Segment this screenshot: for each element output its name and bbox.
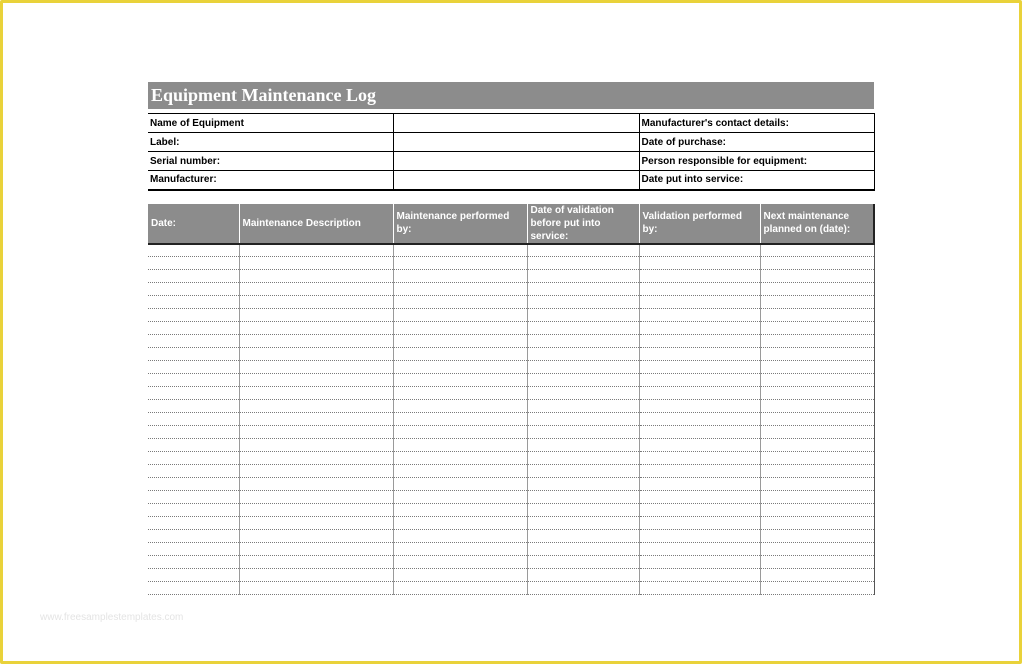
log-cell[interactable] [148, 491, 239, 504]
log-cell[interactable] [148, 361, 239, 374]
info-row [148, 152, 874, 171]
log-cell[interactable] [527, 374, 639, 387]
log-cell[interactable] [639, 439, 760, 452]
log-cell[interactable] [527, 582, 639, 595]
log-cell[interactable] [393, 582, 527, 595]
log-row [148, 478, 874, 491]
column-header-validation-date: Date of validation before put into service: [527, 204, 639, 244]
info-label: Label: [148, 133, 393, 152]
log-cell[interactable] [148, 530, 239, 543]
log-cell[interactable] [239, 439, 393, 452]
log-cell[interactable] [393, 426, 527, 439]
log-cell[interactable] [527, 335, 639, 348]
info-label: Name of Equipment [148, 114, 393, 133]
log-row [148, 530, 874, 543]
log-cell[interactable] [639, 387, 760, 400]
log-cell[interactable] [239, 504, 393, 517]
log-row [148, 491, 874, 504]
log-cell[interactable] [760, 530, 874, 543]
log-cell[interactable] [148, 439, 239, 452]
log-cell[interactable] [760, 309, 874, 322]
log-cell[interactable] [393, 517, 527, 530]
log-cell[interactable] [393, 556, 527, 569]
log-cell[interactable] [148, 543, 239, 556]
log-cell[interactable] [393, 322, 527, 335]
log-cell[interactable] [639, 569, 760, 582]
log-cell[interactable] [639, 426, 760, 439]
log-cell[interactable] [393, 283, 527, 296]
log-cell[interactable] [639, 504, 760, 517]
maintenance-log-sheet [148, 82, 874, 595]
log-cell[interactable] [639, 400, 760, 413]
log-cell[interactable] [527, 478, 639, 491]
log-cell[interactable] [393, 348, 527, 361]
log-row [148, 270, 874, 283]
log-row [148, 361, 874, 374]
log-row [148, 400, 874, 413]
log-header-row [148, 204, 874, 244]
log-cell[interactable] [760, 348, 874, 361]
log-cell[interactable] [148, 309, 239, 322]
log-cell[interactable] [148, 348, 239, 361]
log-cell[interactable] [527, 569, 639, 582]
log-row [148, 387, 874, 400]
log-cell[interactable] [639, 335, 760, 348]
log-cell[interactable] [393, 478, 527, 491]
log-cell[interactable] [239, 530, 393, 543]
maintenance-log-table [148, 204, 875, 596]
info-value-cell[interactable] [393, 171, 639, 190]
log-cell[interactable] [639, 478, 760, 491]
log-cell[interactable] [760, 270, 874, 283]
log-cell[interactable] [639, 270, 760, 283]
log-cell[interactable] [760, 387, 874, 400]
log-cell[interactable] [239, 257, 393, 270]
log-row [148, 582, 874, 595]
log-cell[interactable] [239, 569, 393, 582]
log-cell[interactable] [393, 400, 527, 413]
log-cell[interactable] [527, 426, 639, 439]
log-cell[interactable] [639, 530, 760, 543]
log-cell[interactable] [760, 543, 874, 556]
column-header-next-maintenance: Next maintenance planned on (date): [760, 204, 874, 244]
log-row [148, 244, 874, 257]
log-cell[interactable] [527, 491, 639, 504]
info-row [148, 171, 874, 190]
log-cell[interactable] [239, 543, 393, 556]
log-cell[interactable] [760, 504, 874, 517]
log-cell[interactable] [760, 426, 874, 439]
log-cell[interactable] [639, 491, 760, 504]
log-cell[interactable] [239, 348, 393, 361]
log-cell[interactable] [527, 413, 639, 426]
log-cell[interactable] [527, 543, 639, 556]
log-row [148, 452, 874, 465]
info-row [148, 133, 874, 152]
log-cell[interactable] [393, 296, 527, 309]
log-cell[interactable] [639, 309, 760, 322]
log-cell[interactable] [527, 309, 639, 322]
log-cell[interactable] [148, 426, 239, 439]
log-cell[interactable] [527, 504, 639, 517]
log-cell[interactable] [639, 543, 760, 556]
column-header-performed-by: Maintenance performed by: [393, 204, 527, 244]
log-cell[interactable] [148, 387, 239, 400]
log-cell[interactable] [239, 361, 393, 374]
log-cell[interactable] [760, 322, 874, 335]
log-cell[interactable] [760, 413, 874, 426]
log-cell[interactable] [148, 465, 239, 478]
log-cell[interactable] [148, 517, 239, 530]
log-row [148, 283, 874, 296]
log-row [148, 569, 874, 582]
log-cell[interactable] [239, 244, 393, 257]
log-cell[interactable] [639, 244, 760, 257]
log-cell[interactable] [639, 296, 760, 309]
log-cell[interactable] [393, 452, 527, 465]
log-cell[interactable] [527, 556, 639, 569]
log-cell[interactable] [148, 374, 239, 387]
column-header-validation-by: Validation performed by: [639, 204, 760, 244]
log-cell[interactable] [760, 296, 874, 309]
log-cell[interactable] [760, 361, 874, 374]
log-cell[interactable] [239, 413, 393, 426]
log-cell[interactable] [239, 270, 393, 283]
log-cell[interactable] [393, 543, 527, 556]
log-cell[interactable] [639, 257, 760, 270]
column-header-date: Date: [148, 204, 239, 244]
log-cell[interactable] [393, 244, 527, 257]
log-cell[interactable] [239, 283, 393, 296]
log-row [148, 439, 874, 452]
log-row [148, 374, 874, 387]
log-cell[interactable] [148, 244, 239, 257]
log-cell[interactable] [239, 491, 393, 504]
info-label: Serial number: [148, 152, 393, 171]
log-cell[interactable] [148, 400, 239, 413]
log-cell[interactable] [393, 335, 527, 348]
watermark: www.freesamplestemplates.com [40, 612, 184, 623]
log-cell[interactable] [393, 530, 527, 543]
log-cell[interactable] [393, 504, 527, 517]
log-row [148, 348, 874, 361]
log-cell[interactable] [148, 556, 239, 569]
log-cell[interactable] [639, 556, 760, 569]
log-body [148, 244, 874, 595]
info-label-right: Date of purchase: [639, 133, 874, 152]
log-cell[interactable] [239, 309, 393, 322]
log-cell[interactable] [148, 283, 239, 296]
log-row [148, 296, 874, 309]
log-cell[interactable] [760, 452, 874, 465]
column-header-description: Maintenance Description [239, 204, 393, 244]
info-value-cell[interactable] [393, 152, 639, 171]
log-cell[interactable] [527, 296, 639, 309]
log-cell[interactable] [527, 439, 639, 452]
log-cell[interactable] [639, 361, 760, 374]
log-cell[interactable] [527, 465, 639, 478]
log-row [148, 504, 874, 517]
log-cell[interactable] [760, 569, 874, 582]
log-cell[interactable] [239, 452, 393, 465]
log-cell[interactable] [760, 374, 874, 387]
log-cell[interactable] [639, 465, 760, 478]
log-row [148, 517, 874, 530]
log-cell[interactable] [639, 517, 760, 530]
log-row [148, 465, 874, 478]
info-label-right: Person responsible for equipment: [639, 152, 874, 171]
log-cell[interactable] [148, 569, 239, 582]
log-cell[interactable] [393, 491, 527, 504]
log-cell[interactable] [393, 257, 527, 270]
info-label-right: Date put into service: [639, 171, 874, 190]
log-cell[interactable] [239, 387, 393, 400]
log-cell[interactable] [148, 452, 239, 465]
log-cell[interactable] [393, 569, 527, 582]
log-cell[interactable] [239, 322, 393, 335]
info-label: Manufacturer: [148, 171, 393, 190]
log-cell[interactable] [148, 257, 239, 270]
log-cell[interactable] [148, 582, 239, 595]
log-cell[interactable] [760, 491, 874, 504]
page-title: Equipment Maintenance Log [148, 82, 874, 109]
log-cell[interactable] [527, 270, 639, 283]
log-cell[interactable] [639, 322, 760, 335]
log-cell[interactable] [239, 296, 393, 309]
log-cell[interactable] [760, 257, 874, 270]
log-cell[interactable] [527, 283, 639, 296]
log-cell[interactable] [393, 270, 527, 283]
log-row [148, 257, 874, 270]
equipment-info-table [148, 113, 875, 191]
log-cell[interactable] [239, 556, 393, 569]
log-row [148, 543, 874, 556]
log-cell[interactable] [760, 556, 874, 569]
log-cell[interactable] [527, 517, 639, 530]
log-row [148, 413, 874, 426]
log-row [148, 335, 874, 348]
log-cell[interactable] [760, 478, 874, 491]
log-cell[interactable] [639, 582, 760, 595]
log-cell[interactable] [148, 413, 239, 426]
log-row [148, 426, 874, 439]
log-cell[interactable] [148, 322, 239, 335]
log-cell[interactable] [760, 465, 874, 478]
log-cell[interactable] [760, 244, 874, 257]
log-cell[interactable] [393, 309, 527, 322]
info-value-cell[interactable] [393, 114, 639, 133]
log-cell[interactable] [393, 374, 527, 387]
log-cell[interactable] [760, 400, 874, 413]
log-cell[interactable] [639, 413, 760, 426]
log-row [148, 556, 874, 569]
log-row [148, 322, 874, 335]
log-cell[interactable] [239, 374, 393, 387]
log-cell[interactable] [639, 374, 760, 387]
log-cell[interactable] [527, 361, 639, 374]
log-cell[interactable] [148, 335, 239, 348]
log-cell[interactable] [148, 270, 239, 283]
log-cell[interactable] [760, 517, 874, 530]
log-cell[interactable] [639, 348, 760, 361]
log-cell[interactable] [393, 361, 527, 374]
log-cell[interactable] [239, 478, 393, 491]
log-cell[interactable] [239, 426, 393, 439]
log-cell[interactable] [527, 400, 639, 413]
log-cell[interactable] [239, 465, 393, 478]
log-cell[interactable] [760, 582, 874, 595]
info-row [148, 114, 874, 133]
log-cell[interactable] [527, 387, 639, 400]
log-cell[interactable] [393, 439, 527, 452]
log-cell[interactable] [527, 322, 639, 335]
log-cell[interactable] [527, 257, 639, 270]
log-cell[interactable] [527, 452, 639, 465]
log-cell[interactable] [148, 504, 239, 517]
log-cell[interactable] [760, 439, 874, 452]
log-cell[interactable] [393, 413, 527, 426]
log-cell[interactable] [639, 283, 760, 296]
log-cell[interactable] [148, 478, 239, 491]
info-value-cell[interactable] [393, 133, 639, 152]
info-label-right: Manufacturer's contact details: [639, 114, 874, 133]
log-cell[interactable] [148, 296, 239, 309]
log-cell[interactable] [239, 335, 393, 348]
log-cell[interactable] [527, 348, 639, 361]
log-cell[interactable] [527, 530, 639, 543]
log-cell[interactable] [239, 400, 393, 413]
log-cell[interactable] [760, 335, 874, 348]
log-row [148, 309, 874, 322]
log-cell[interactable] [393, 465, 527, 478]
log-cell[interactable] [239, 517, 393, 530]
log-cell[interactable] [393, 387, 527, 400]
log-cell[interactable] [760, 283, 874, 296]
log-cell[interactable] [527, 244, 639, 257]
log-cell[interactable] [639, 452, 760, 465]
log-cell[interactable] [239, 582, 393, 595]
